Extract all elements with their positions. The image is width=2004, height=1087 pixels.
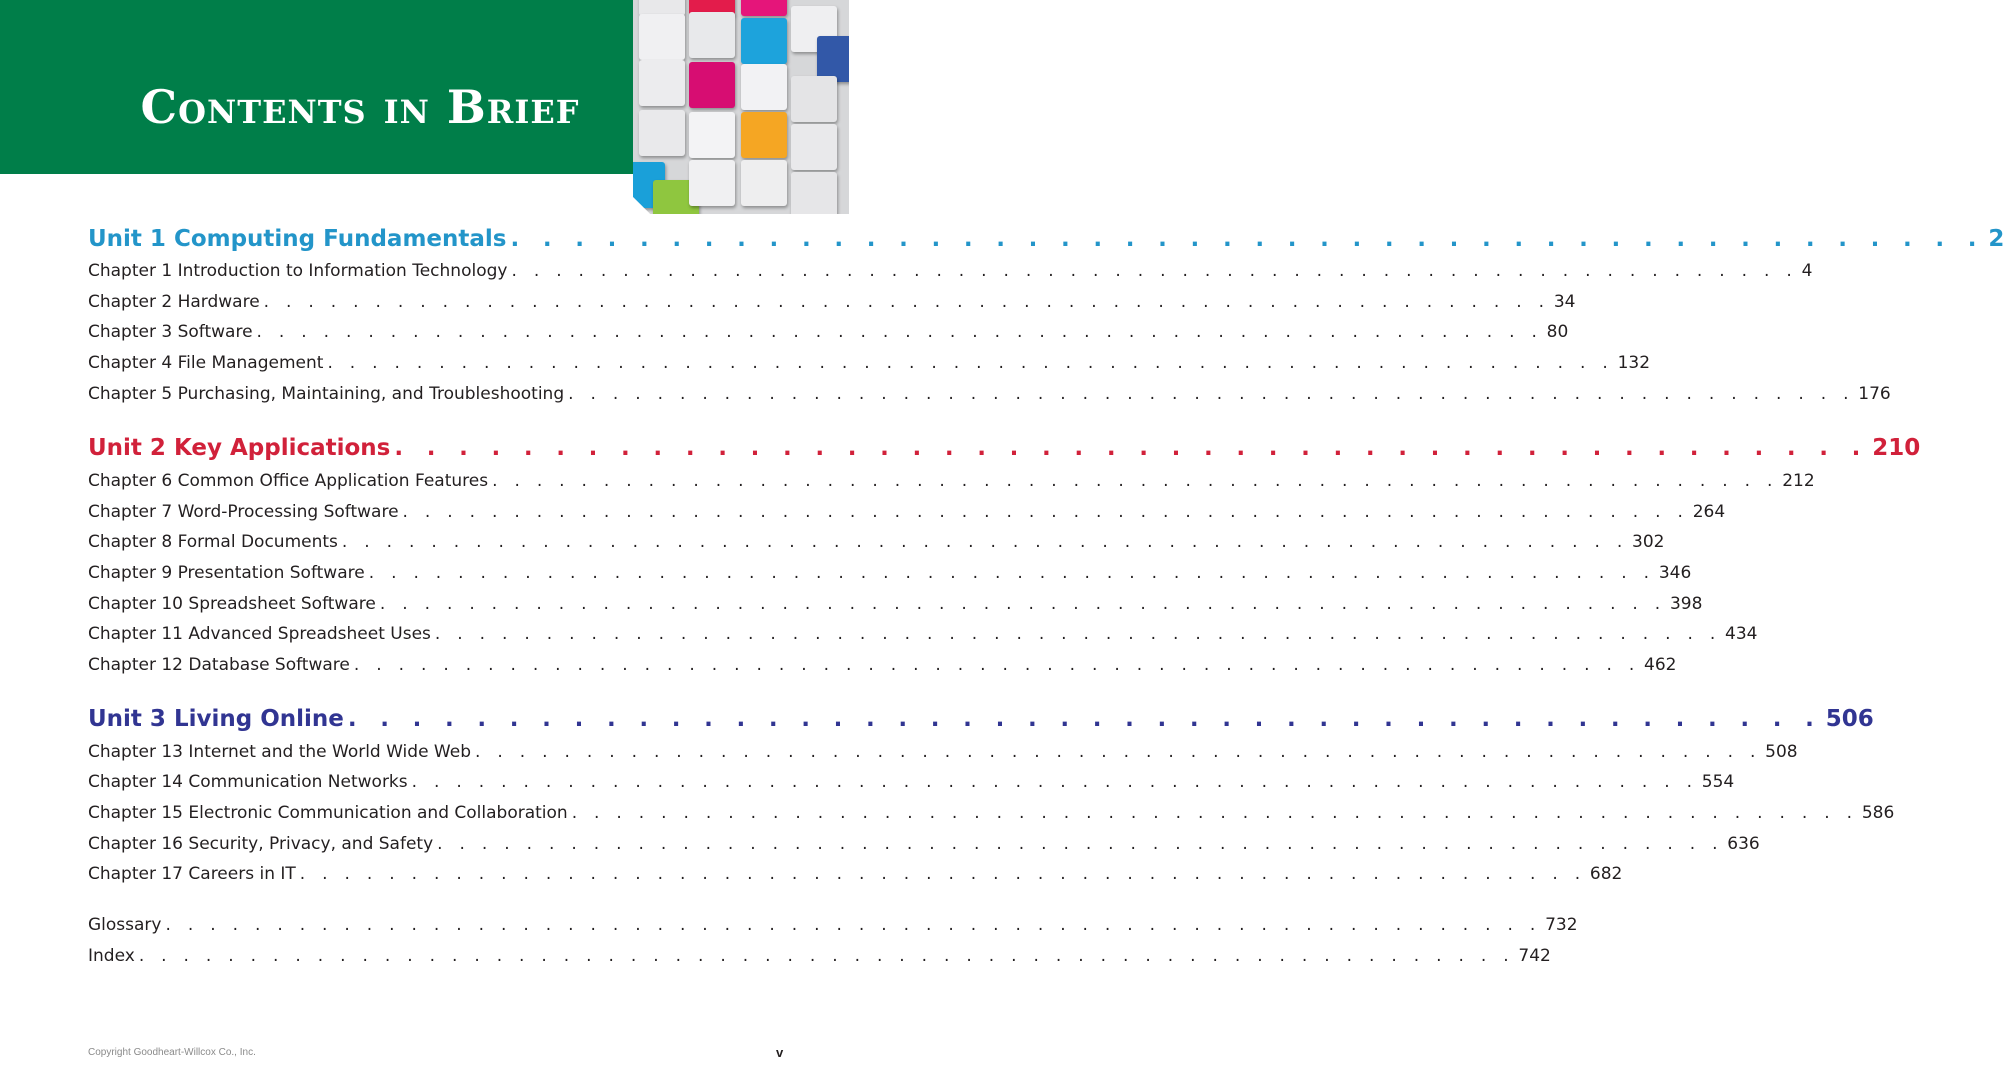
chapter-title: Chapter 4 File Management <box>88 353 324 373</box>
chapter-page: 434 <box>1725 624 1758 644</box>
chapter-title: Chapter 3 Software <box>88 322 253 342</box>
chapter-page: 554 <box>1701 772 1735 792</box>
copyright-notice: Copyright Goodheart-Willcox Co., Inc. <box>88 1047 256 1058</box>
chapter-title: Chapter 12 Database Software <box>88 655 350 675</box>
chapter-entry[interactable]: Chapter 11 Advanced Spreadsheet Uses . . . . . . . . . . . . . . . . . . . . . . . . . . . . . . . . . . . . . . . . . . . . . . . . . . . . . . . . . . 434 <box>88 624 1758 644</box>
chapter-title: Chapter 9 Presentation Software <box>88 563 365 583</box>
chapter-title: Chapter 5 Purchasing, Maintaining, and Troubleshooting <box>88 384 565 404</box>
chapter-entry[interactable]: Chapter 12 Database Software . . . . . . . . . . . . . . . . . . . . . . . . . . . . . . . . . . . . . . . . . . . . . . . . . . . . . . . . . . 462 <box>88 655 1677 675</box>
chapter-page: 636 <box>1727 834 1760 854</box>
chapter-entry[interactable]: Chapter 16 Security, Privacy, and Safety . . . . . . . . . . . . . . . . . . . . . . . . . . . . . . . . . . . . . . . . . . . . . . . . . . . . . . . . . . 636 <box>88 834 1760 854</box>
chapter-title: Chapter 10 Spreadsheet Software <box>88 594 376 614</box>
chapter-entry[interactable]: Chapter 7 Word-Processing Software . . . . . . . . . . . . . . . . . . . . . . . . . . . . . . . . . . . . . . . . . . . . . . . . . . . . . . . . . . 264 <box>88 502 1726 522</box>
chapter-entry[interactable]: Chapter 5 Purchasing, Maintaining, and Troubleshooting . . . . . . . . . . . . . . . . . . . . . . . . . . . . . . . . . . . . . . . . . . . . . . . . . . . . . . . . . . 176 <box>88 384 1891 404</box>
unit-2-title: Unit 2 Key Applications <box>88 435 391 461</box>
unit-3-page: 506 <box>1825 706 1874 732</box>
chapter-title: Chapter 17 Careers in IT <box>88 864 296 884</box>
chapter-entry[interactable]: Chapter 6 Common Office Application Features . . . . . . . . . . . . . . . . . . . . . . . . . . . . . . . . . . . . . . . . . . . . . . . . . . . . . . . . . . 212 <box>88 471 1815 491</box>
chapter-page: 264 <box>1692 502 1726 522</box>
chapter-entry[interactable]: Chapter 9 Presentation Software . . . . . . . . . . . . . . . . . . . . . . . . . . . . . . . . . . . . . . . . . . . . . . . . . . . . . . . . . . 346 <box>88 563 1692 583</box>
chapter-page: 508 <box>1765 742 1798 762</box>
chapter-entry[interactable]: Chapter 13 Internet and the World Wide Web . . . . . . . . . . . . . . . . . . . . . . . . . . . . . . . . . . . . . . . . . . . . . . . . . . . . . . . . . . 508 <box>88 742 1798 762</box>
chapter-title: Chapter 15 Electronic Communication and Collaboration <box>88 803 568 823</box>
chapter-entry[interactable]: Chapter 1 Introduction to Information Technology . . . . . . . . . . . . . . . . . . . . . . . . . . . . . . . . . . . . . . . . . . . . . . . . . . . . . . . . . . 4 <box>88 261 1813 281</box>
chapter-title: Chapter 14 Communication Networks <box>88 772 408 792</box>
chapter-title: Chapter 2 Hardware <box>88 292 260 312</box>
chapter-entry[interactable]: Chapter 4 File Management . . . . . . . . . . . . . . . . . . . . . . . . . . . . . . . . . . . . . . . . . . . . . . . . . . . . . . . . . . 132 <box>88 353 1651 373</box>
chapter-entry[interactable]: Chapter 3 Software . . . . . . . . . . . . . . . . . . . . . . . . . . . . . . . . . . . . . . . . . . . . . . . . . . . . . . . . . . 80 <box>88 322 1569 342</box>
chapter-page: 80 <box>1546 322 1569 342</box>
glossary-page: 732 <box>1545 915 1578 935</box>
chapter-entry[interactable]: Chapter 8 Formal Documents . . . . . . . . . . . . . . . . . . . . . . . . . . . . . . . . . . . . . . . . . . . . . . . . . . . . . . . . . . 302 <box>88 532 1665 552</box>
glossary-entry[interactable]: Glossary . . . . . . . . . . . . . . . . . . . . . . . . . . . . . . . . . . . . . . . . . . . . . . . . . . . . . . . . . . . . . . 732 <box>88 915 1578 935</box>
page-number: v <box>776 1045 784 1060</box>
chapter-page: 34 <box>1553 292 1576 312</box>
chapter-title: Chapter 16 Security, Privacy, and Safety <box>88 834 434 854</box>
index-page: 742 <box>1518 946 1551 966</box>
chapter-title: Chapter 8 Formal Documents <box>88 532 338 552</box>
chapter-page: 302 <box>1632 532 1665 552</box>
unit-1-title: Unit 1 Computing Fundamentals <box>88 226 507 252</box>
index-entry[interactable]: Index . . . . . . . . . . . . . . . . . . . . . . . . . . . . . . . . . . . . . . . . . . . . . . . . . . . . . . . . . . . . . . 742 <box>88 946 1551 966</box>
chapter-page: 398 <box>1669 594 1703 614</box>
chapter-page: 346 <box>1658 563 1692 583</box>
page-title: Contents in Brief <box>140 80 580 134</box>
index-title: Index <box>88 946 135 966</box>
chapter-entry[interactable]: Chapter 10 Spreadsheet Software . . . . . . . . . . . . . . . . . . . . . . . . . . . . . . . . . . . . . . . . . . . . . . . . . . . . . . . . . . 398 <box>88 594 1703 614</box>
chapter-page: 132 <box>1617 353 1651 373</box>
unit-1-entry[interactable]: Unit 1 Computing Fundamentals . . . . . . . . . . . . . . . . . . . . . . . . . . . . . . . . . . . . . . . . . . . . . . 2 <box>88 226 2004 252</box>
chapter-page: 176 <box>1858 384 1891 404</box>
chapter-page: 586 <box>1861 803 1895 823</box>
chapter-entry[interactable]: Chapter 17 Careers in IT . . . . . . . . . . . . . . . . . . . . . . . . . . . . . . . . . . . . . . . . . . . . . . . . . . . . . . . . . . 682 <box>88 864 1623 884</box>
chapter-entry[interactable]: Chapter 2 Hardware . . . . . . . . . . . . . . . . . . . . . . . . . . . . . . . . . . . . . . . . . . . . . . . . . . . . . . . . . . 34 <box>88 292 1576 312</box>
chapter-page: 212 <box>1782 471 1815 491</box>
chapter-title: Chapter 7 Word-Processing Software <box>88 502 399 522</box>
chapter-entry[interactable]: Chapter 14 Communication Networks . . . . . . . . . . . . . . . . . . . . . . . . . . . . . . . . . . . . . . . . . . . . . . . . . . . . . . . . . . 554 <box>88 772 1735 792</box>
unit-2-entry[interactable]: Unit 2 Key Applications . . . . . . . . . . . . . . . . . . . . . . . . . . . . . . . . . . . . . . . . . . . . . . 210 <box>88 435 1921 461</box>
chapter-page: 462 <box>1644 655 1677 675</box>
chapter-title: Chapter 13 Internet and the World Wide Web <box>88 742 471 762</box>
chapter-entry[interactable]: Chapter 15 Electronic Communication and Collaboration . . . . . . . . . . . . . . . . . . . . . . . . . . . . . . . . . . . . . . . . . . . . . . . . . . . . . . . . . . 586 <box>88 803 1895 823</box>
chapter-page: 682 <box>1589 864 1623 884</box>
chapter-page: 4 <box>1801 261 1813 281</box>
chapter-title: Chapter 1 Introduction to Information Technology <box>88 261 508 281</box>
unit-1-page: 2 <box>1988 226 2004 252</box>
unit-3-entry[interactable]: Unit 3 Living Online . . . . . . . . . . . . . . . . . . . . . . . . . . . . . . . . . . . . . . . . . . . . . . 506 <box>88 706 1874 732</box>
unit-3-title: Unit 3 Living Online <box>88 706 344 732</box>
chapter-title: Chapter 11 Advanced Spreadsheet Uses <box>88 624 431 644</box>
unit-2-page: 210 <box>1872 435 1921 461</box>
glossary-title: Glossary <box>88 915 162 935</box>
chapter-title: Chapter 6 Common Office Application Features <box>88 471 489 491</box>
decorative-tiles-image <box>633 0 849 214</box>
